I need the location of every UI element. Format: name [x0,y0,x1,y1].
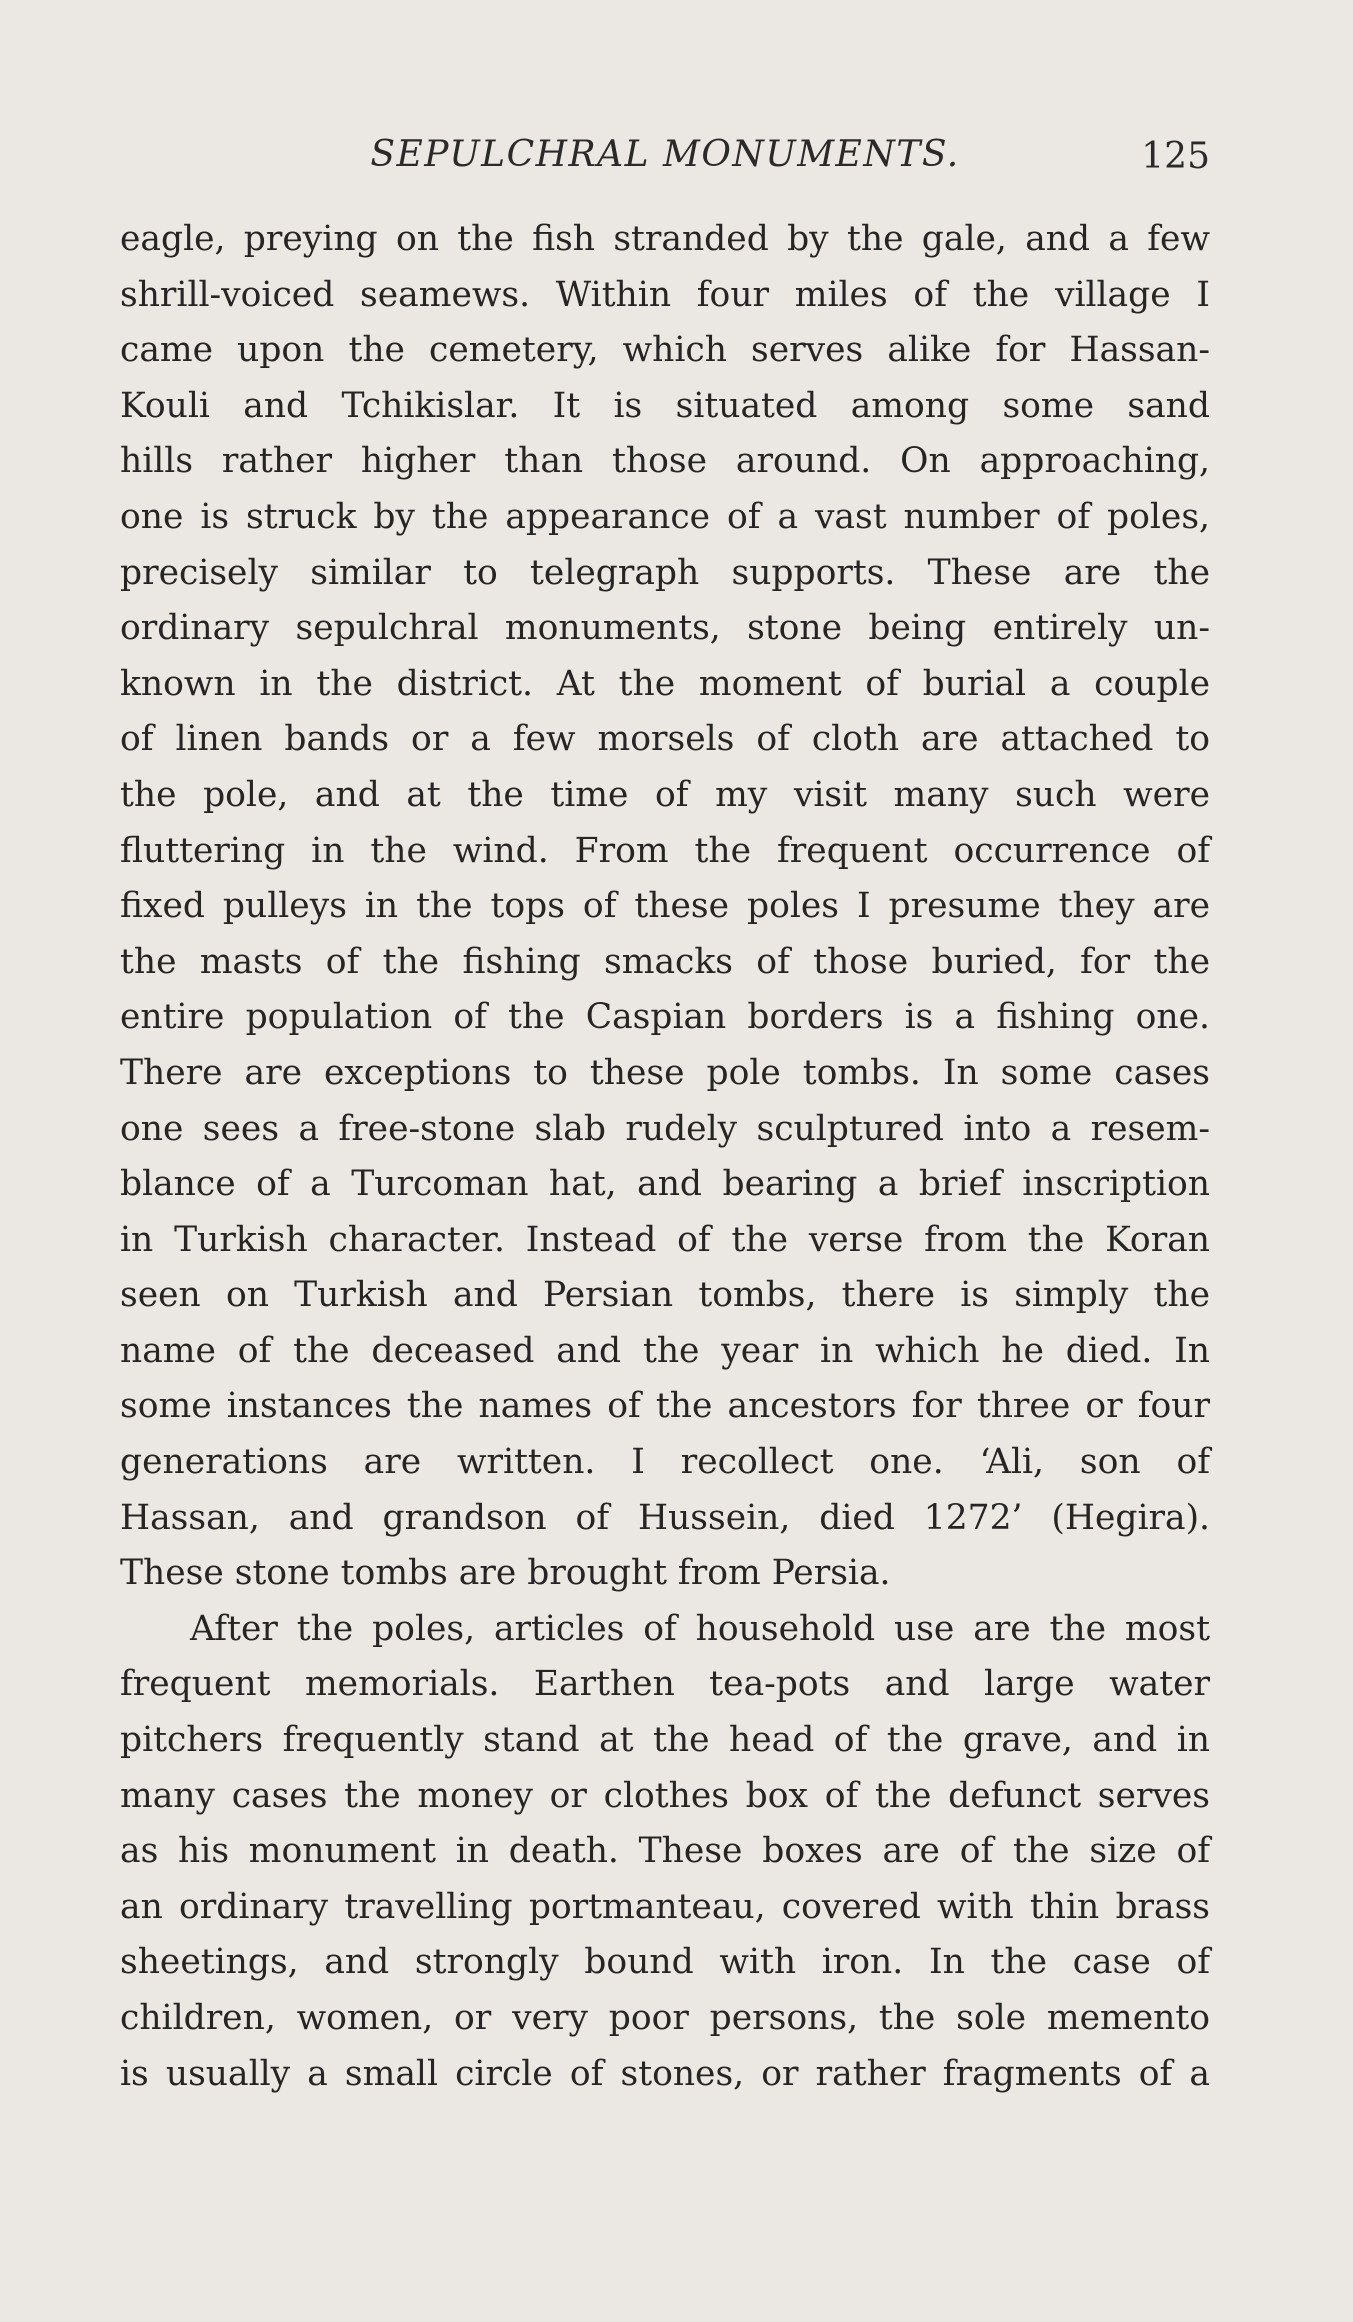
text-line: children, women, or very poor persons, the sole memento [120,1998,1210,2038]
text-line: the pole, and at the time of my visit many such were [120,774,1210,815]
running-title: SEPULCHRAL MONUMENTS. [370,134,960,175]
text-line: known in the district. At the moment of burial a couple [120,663,1210,704]
running-head [120,128,1210,188]
text-line: one sees a free-stone slab rudely sculptured into a resem- [120,1108,1210,1149]
text-line: name of the deceased and the year in which he died. In [120,1330,1210,1371]
text-line: many cases the money or clothes box of the defunct serves [120,1775,1210,1816]
text-line: some instances the names of the ancestors for three or four [120,1386,1210,1427]
text-line: blance of a Turcoman hat, and bearing a brief inscription [120,1164,1210,1205]
text-line: There are exceptions to these pole tombs. In some cases [120,1052,1210,1093]
text-line: is usually a small circle of stones, or rather fragments of a [120,2053,1210,2094]
text-line: in Turkish character. Instead of the verse from the Koran [120,1219,1210,1260]
text-line: fixed pulleys in the tops of these poles I presume they are [120,886,1210,927]
text-line: fluttering in the wind. From the frequent occurrence of [120,830,1210,871]
text-line: Hassan, and grandson of Hussein, died 1272’ (Hegira). [120,1497,1210,1538]
text-line: shrill-voiced seamews. Within four miles of the village I [120,274,1210,315]
text-line: eagle, preying on the fish stranded by the gale, and a few [120,219,1210,259]
text-line: Kouli and Tchikislar. It is situated among some sand [120,385,1210,426]
text-line: frequent memorials. Earthen tea-pots and large water [120,1664,1210,1705]
text-line: one is struck by the appearance of a vast number of poles, [120,496,1210,537]
body-text [120,212,1210,2102]
paragraph-1 [120,212,1210,1602]
text-line: seen on Turkish and Persian tombs, there is simply the [120,1275,1210,1316]
text-line: as his monument in death. These boxes are of the size of [120,1831,1210,1872]
text-line: These stone tombs are brought from Persia. [120,1553,891,1594]
text-line: came upon the cemetery, which serves alike for Hassan- [120,330,1210,371]
text-line: ordinary sepulchral monuments, stone being entirely un- [120,608,1210,649]
text-line: pitchers frequently stand at the head of the grave, and in [120,1720,1210,1761]
text-line: precisely similar to telegraph supports. These are the [120,552,1210,593]
text-line: After the poles, articles of household use are the most [190,1608,1210,1649]
text-line: the masts of the fishing smacks of those buried, for the [120,941,1210,982]
text-line: entire population of the Caspian borders is a fishing one. [120,997,1210,1038]
page-number: 125 [1141,136,1210,177]
paragraph-2 [120,1602,1210,2102]
text-line: generations are written. I recollect one. ‘Ali, son of [120,1442,1210,1483]
text-line: hills rather higher than those around. On approaching, [120,441,1210,482]
text-line: of linen bands or a few morsels of cloth are attached to [120,719,1210,760]
text-line: sheetings, and strongly bound with iron. In the case of [120,1942,1210,1983]
text-line: an ordinary travelling portmanteau, covered with thin brass [120,1886,1210,1927]
